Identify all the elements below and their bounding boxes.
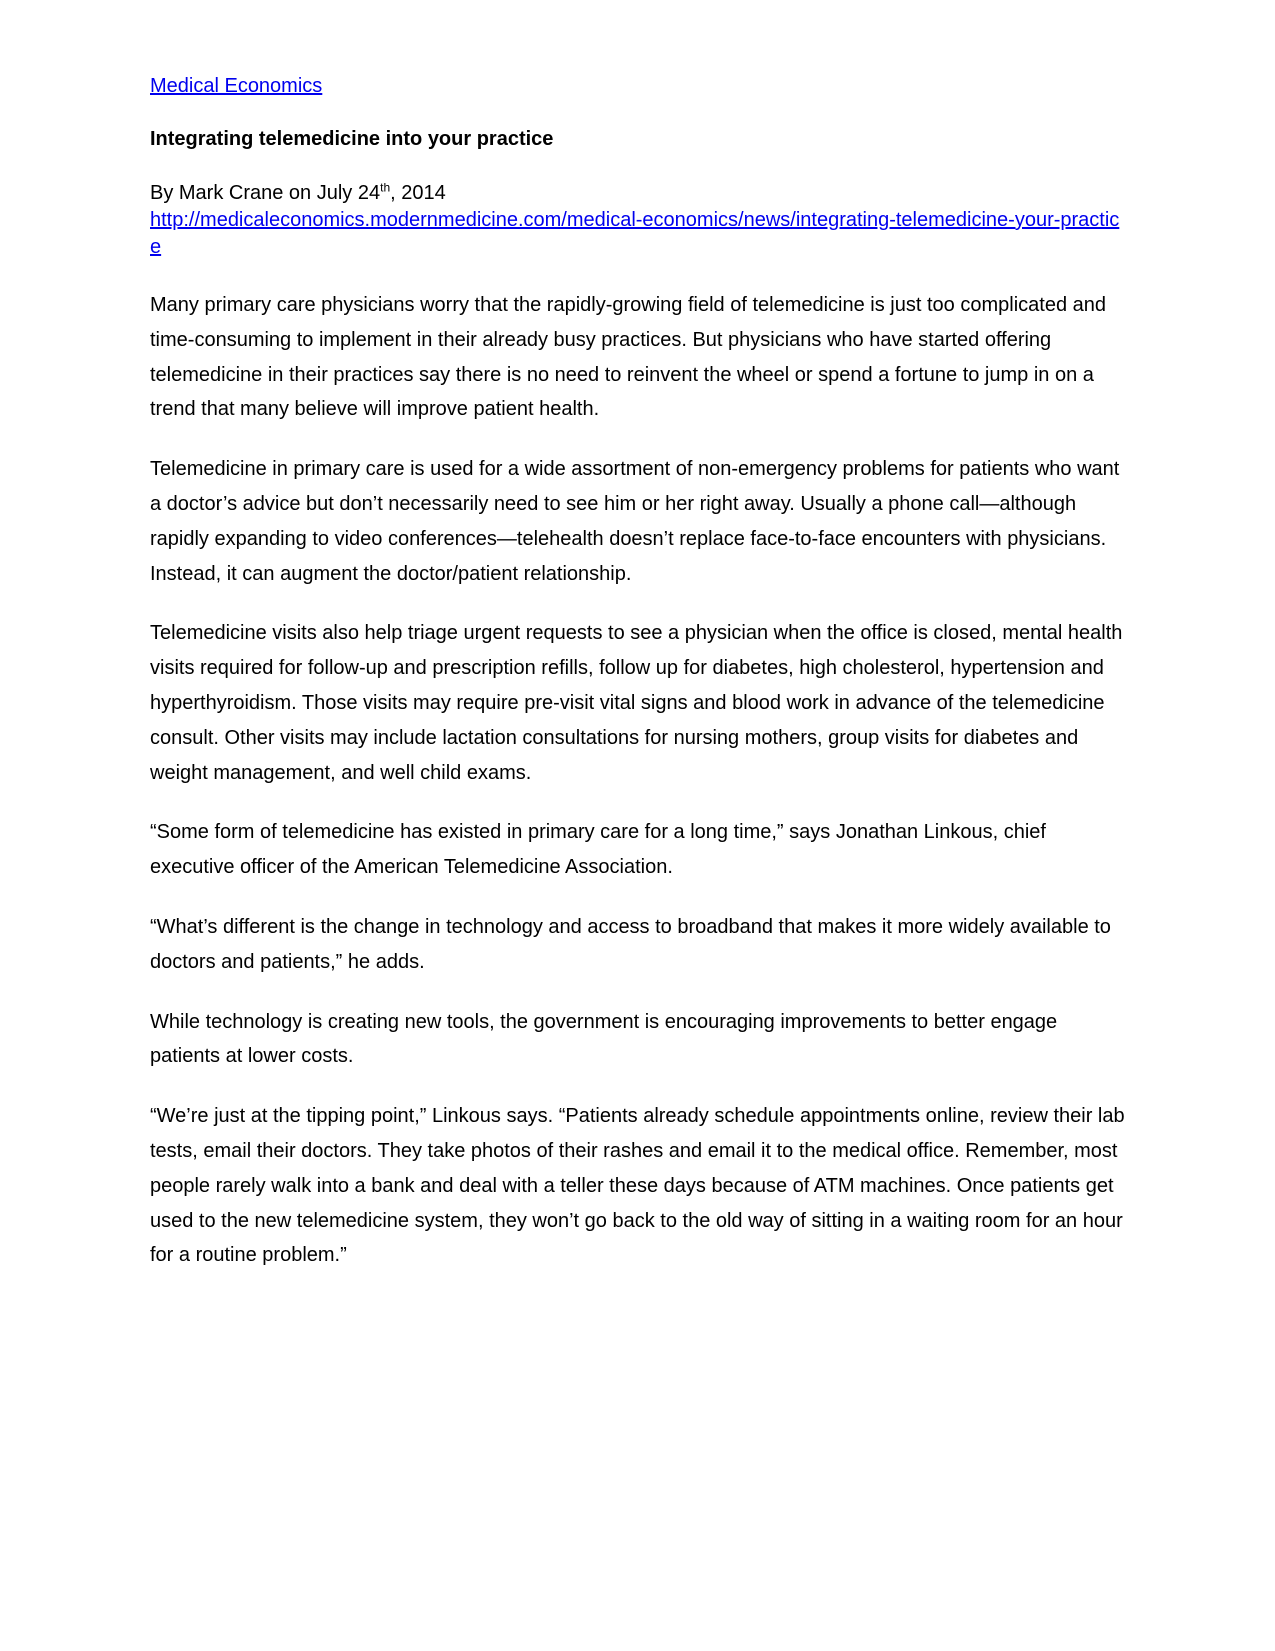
paragraph: Telemedicine visits also help triage urgent requests to see a physician when the office is closed, mental health visits required for follow-up and prescription refills, follow up for diabetes, high cholesterol, hypertension and hyperthyroidism. Those visits may require pre-visit vital signs and blood work in advance of the telemedicine consult. Other visits may include lactation consultations for nursing mothers, group visits for diabetes and weight management, and well child exams. bbox=[150, 622, 1123, 784]
quote-paragraph: “We’re just at the tipping point,” Linkous says. “Patients already schedule appointments online, review their lab tests, email their doctors. They take photos of their rashes and email it to the medical office. Remember, most people rarely walk into a bank and deal with a teller these days because of ATM machines. Once patients get used to the new telemedicine system, they won’t go back to the old way of sitting in a waiting room for an hour for a routine problem.” bbox=[150, 1105, 1125, 1267]
byline-text: By Mark Crane on July 24 bbox=[150, 182, 381, 204]
source-link[interactable]: Medical Economics bbox=[150, 75, 323, 97]
article-title: Integrating telemedicine into your practice bbox=[150, 128, 554, 150]
paragraph: Telemedicine in primary care is used for a wide assortment of non-emergency problems for patients who want a doctor’s advice but don’t necessarily need to see him or her right away. Usually a phone call—although rapidly expanding to video conferences—telehealth doesn’t replace face-to-face encounters with physicians. Instead, it can augment the doctor/patient relationship. bbox=[150, 458, 1120, 585]
paragraph: Many primary care physicians worry that the rapidly-growing field of telemedicine is just too complicated and time-consuming to implement in their already busy practices. But physicians who have started offering telemedicine in their practices say there is no need to reinvent the wheel or spend a fortune to jump in on a trend that many believe will improve patient health. bbox=[150, 294, 1106, 421]
byline-ordinal: th bbox=[380, 180, 391, 195]
quote-paragraph: “Some form of telemedicine has existed in primary care for a long time,” says Jonathan Linkous, chief executive officer of the American Telemedicine Association. bbox=[150, 821, 1046, 879]
byline bbox=[150, 180, 1130, 207]
article-container bbox=[150, 72, 1130, 1273]
paragraph: While technology is creating new tools, the government is encouraging improvements to better engage patients at lower costs. bbox=[150, 1010, 1058, 1068]
article-url-link[interactable]: http://medicaleconomics.modernmedicine.com/medical-economics/news/integrating-telemedicine-your-practice bbox=[150, 209, 1120, 258]
quote-paragraph: “What’s different is the change in technology and access to broadband that makes it more widely available to doctors and patients,” he adds. bbox=[150, 915, 1111, 973]
byline-year: , 2014 bbox=[390, 182, 446, 204]
